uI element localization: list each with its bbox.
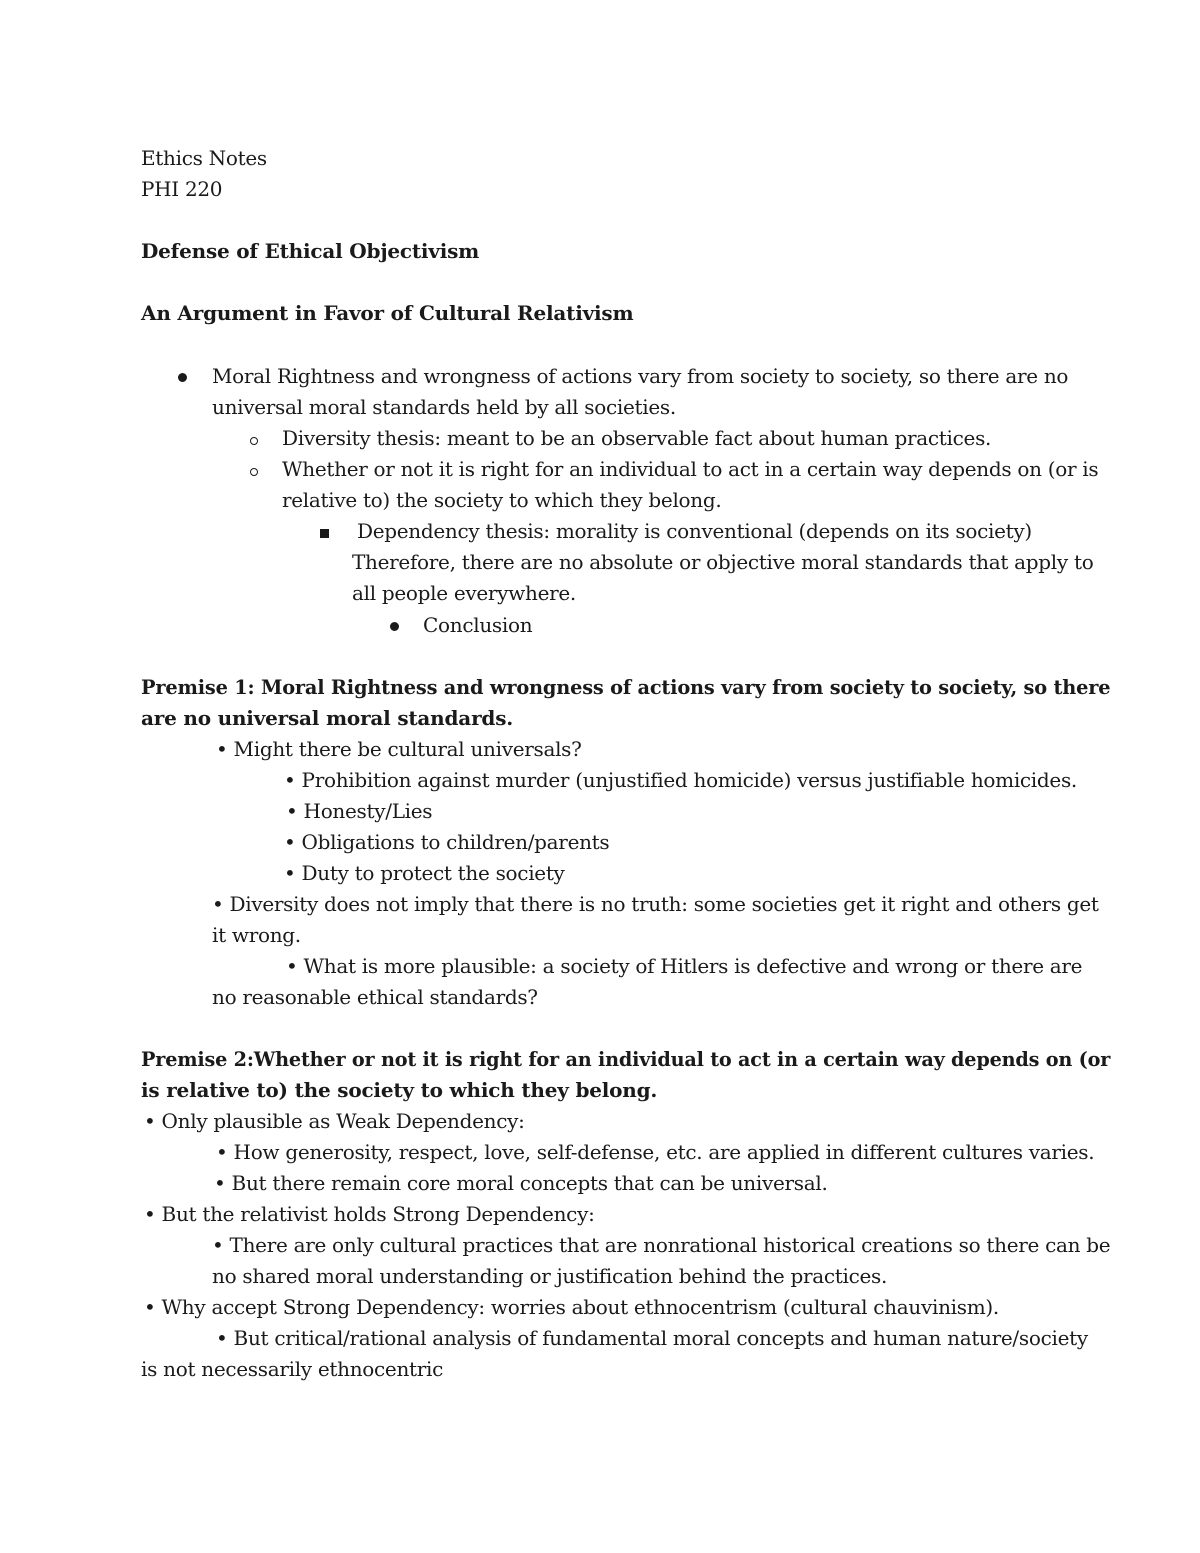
premise-1-heading-continuation: are no universal moral standards. xyxy=(141,706,514,730)
list-item: • Duty to protect the society xyxy=(284,861,565,885)
list-item: • How generosity, respect, love, self-defense, etc. are applied in different cultures varies. xyxy=(216,1140,1095,1164)
list-item: • Prohibition against murder (unjustified homicide) versus justifiable homicides. xyxy=(284,768,1077,792)
list-item-continuation: all people everywhere. xyxy=(352,581,576,605)
list-item-continuation: no shared moral understanding or justification behind the practices. xyxy=(212,1264,888,1288)
bullet-square-icon xyxy=(320,519,329,543)
document-title: Ethics Notes xyxy=(141,146,267,170)
list-item: • Only plausible as Weak Dependency: xyxy=(144,1109,525,1133)
premise-2-heading-continuation: is relative to) the society to which they belong. xyxy=(141,1078,658,1102)
list-item: • But there remain core moral concepts that can be universal. xyxy=(214,1171,828,1195)
list-item: • What is more plausible: a society of Hitlers is defective and wrong or there are xyxy=(286,954,1083,978)
list-item: Diversity thesis: meant to be an observable fact about human practices. xyxy=(282,426,992,450)
list-item: Moral Rightness and wrongness of actions vary from society to society, so there are no xyxy=(212,364,1069,388)
list-item: • Obligations to children/parents xyxy=(284,830,610,854)
list-item: • Might there be cultural universals? xyxy=(216,737,582,761)
list-item: • Why accept Strong Dependency: worries about ethnocentrism (cultural chauvinism). xyxy=(144,1295,999,1319)
list-item: Dependency thesis: morality is conventional (depends on its society) xyxy=(357,519,1032,543)
heading-defense: Defense of Ethical Objectivism xyxy=(141,239,480,263)
list-item-continuation: relative to) the society to which they belong. xyxy=(282,488,722,512)
bullet-dot-icon xyxy=(390,612,399,636)
bullet-circle-icon xyxy=(250,426,258,450)
list-item: Conclusion xyxy=(423,613,533,637)
bullet-dot-icon xyxy=(178,363,187,387)
list-item-continuation: universal moral standards held by all societies. xyxy=(212,395,676,419)
list-item: • But critical/rational analysis of fundamental moral concepts and human nature/society xyxy=(216,1326,1088,1350)
list-item: • But the relativist holds Strong Dependency: xyxy=(144,1202,595,1226)
bullet-circle-icon xyxy=(250,457,258,481)
list-item-continuation: no reasonable ethical standards? xyxy=(212,985,538,1009)
list-item-continuation: it wrong. xyxy=(212,923,301,947)
premise-1-heading: Premise 1: Moral Rightness and wrongness of actions vary from society to society, so there xyxy=(141,675,1111,699)
list-item-continuation: is not necessarily ethnocentric xyxy=(141,1357,444,1381)
list-item: • Honesty/Lies xyxy=(286,799,433,823)
premise-2-heading: Premise 2:Whether or not it is right for an individual to act in a certain way depends on (or xyxy=(141,1047,1111,1071)
course-code: PHI 220 xyxy=(141,177,223,201)
list-item: • Diversity does not imply that there is no truth: some societies get it right and others get xyxy=(212,892,1099,916)
list-item-continuation: Therefore, there are no absolute or objective moral standards that apply to xyxy=(352,550,1094,574)
list-item: Whether or not it is right for an individual to act in a certain way depends on (or is xyxy=(282,457,1099,481)
heading-argument: An Argument in Favor of Cultural Relativism xyxy=(141,301,634,325)
list-item: • There are only cultural practices that are nonrational historical creations so there can be xyxy=(212,1233,1111,1257)
